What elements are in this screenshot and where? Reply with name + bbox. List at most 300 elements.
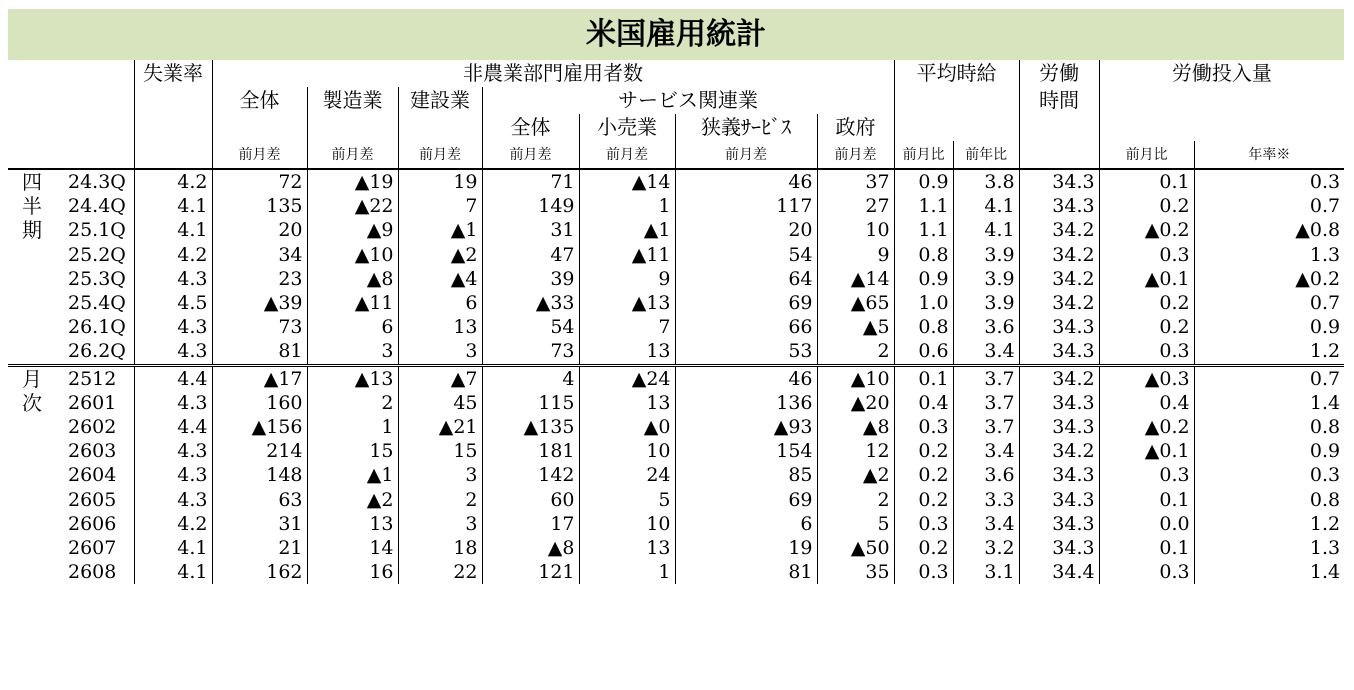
- value-cell: 69: [675, 291, 817, 315]
- group-label: 月: [22, 366, 42, 391]
- value-cell: 149: [482, 194, 579, 218]
- value-cell: 1.3: [1194, 243, 1344, 267]
- group-label: [8, 560, 56, 584]
- value-cell: 0.3: [1194, 463, 1344, 487]
- value-cell: 34.3: [1019, 487, 1099, 511]
- value-cell: 0.2: [1099, 315, 1194, 339]
- value-cell: 35: [817, 560, 894, 584]
- period-cell: 25.4Q: [68, 292, 126, 315]
- value-cell: ▲0.1: [1099, 267, 1194, 291]
- value-cell: ▲135: [482, 415, 579, 439]
- value-cell: 34.3: [1019, 315, 1099, 339]
- header-construction: 建設業: [398, 87, 482, 114]
- table-row: [8, 439, 1344, 463]
- value-cell: ▲0.3: [1099, 365, 1194, 391]
- value-cell: 45: [398, 391, 482, 415]
- value-cell: 21: [212, 536, 307, 560]
- value-cell: 3.8: [953, 169, 1019, 194]
- value-cell: 3.6: [953, 315, 1019, 339]
- value-cell: 53: [675, 339, 817, 365]
- group-label: [8, 415, 56, 439]
- value-cell: 4.1: [953, 218, 1019, 242]
- value-cell: 54: [482, 315, 579, 339]
- value-cell: 0.4: [894, 391, 953, 415]
- value-cell: 162: [212, 560, 307, 584]
- value-cell: 3.7: [953, 415, 1019, 439]
- value-cell: 64: [675, 267, 817, 291]
- value-cell: 34.3: [1019, 339, 1099, 365]
- value-cell: 3.9: [953, 243, 1019, 267]
- value-cell: 72: [212, 169, 307, 194]
- value-cell: 34.3: [1019, 169, 1099, 194]
- value-cell: 1.4: [1194, 391, 1344, 415]
- value-cell: 4.3: [134, 267, 212, 291]
- value-cell: 18: [398, 536, 482, 560]
- value-cell: ▲33: [482, 291, 579, 315]
- value-cell: 34.3: [1019, 194, 1099, 218]
- value-cell: 3.1: [953, 560, 1019, 584]
- value-cell: 31: [482, 218, 579, 242]
- value-cell: 4.3: [134, 315, 212, 339]
- value-cell: ▲0: [579, 415, 675, 439]
- value-cell: 115: [482, 391, 579, 415]
- value-cell: 54: [675, 243, 817, 267]
- value-cell: 13: [579, 536, 675, 560]
- value-cell: 34.2: [1019, 439, 1099, 463]
- period-cell: 25.1Q: [68, 219, 126, 242]
- table-row: [8, 339, 1344, 365]
- value-cell: 4.3: [134, 439, 212, 463]
- value-cell: 2: [398, 487, 482, 511]
- table-row: [8, 415, 1344, 439]
- period-cell: 26.2Q: [56, 339, 134, 365]
- value-cell: 3.7: [953, 391, 1019, 415]
- value-cell: 2: [307, 391, 398, 415]
- value-cell: 14: [307, 536, 398, 560]
- value-cell: 0.3: [894, 512, 953, 536]
- value-cell: 1.1: [894, 194, 953, 218]
- value-cell: ▲1: [579, 218, 675, 242]
- table-row: [8, 365, 1344, 391]
- period-cell: 25.2Q: [68, 243, 126, 266]
- value-cell: 24: [579, 463, 675, 487]
- value-cell: 0.0: [1099, 512, 1194, 536]
- value-cell: ▲0.1: [1099, 439, 1194, 463]
- value-cell: 5: [579, 487, 675, 511]
- value-cell: 66: [675, 315, 817, 339]
- value-cell: 4.1: [134, 536, 212, 560]
- table-row: [8, 487, 1344, 511]
- value-cell: 0.8: [1194, 487, 1344, 511]
- value-cell: 4.2: [134, 243, 212, 267]
- value-cell: 6: [398, 291, 482, 315]
- value-cell: 3.7: [953, 365, 1019, 391]
- unit-total: 前月差: [212, 141, 307, 169]
- value-cell: 4.2: [134, 169, 212, 194]
- period-cell: 2602: [68, 415, 117, 438]
- value-cell: 3.2: [953, 536, 1019, 560]
- header-nonfarm: 非農業部門雇用者数: [212, 60, 894, 87]
- table-row: [8, 512, 1344, 536]
- value-cell: 3: [307, 339, 398, 365]
- value-cell: ▲14: [579, 169, 675, 194]
- period-cell: 26.1Q: [68, 316, 126, 339]
- value-cell: ▲11: [579, 243, 675, 267]
- value-cell: 17: [482, 512, 579, 536]
- value-cell: ▲0.8: [1194, 218, 1344, 242]
- value-cell: 81: [212, 339, 307, 365]
- value-cell: 4.5: [134, 291, 212, 315]
- value-cell: 148: [212, 463, 307, 487]
- value-cell: 3.4: [953, 439, 1019, 463]
- group-label: [8, 291, 56, 315]
- header-retail: 小売業: [579, 114, 675, 141]
- value-cell: 73: [212, 315, 307, 339]
- group-label: 次: [22, 390, 42, 415]
- value-cell: ▲65: [817, 291, 894, 315]
- value-cell: 34.3: [1019, 463, 1099, 487]
- value-cell: 60: [482, 487, 579, 511]
- value-cell: 0.3: [1099, 243, 1194, 267]
- period-cell: 2603: [68, 440, 117, 463]
- value-cell: 19: [675, 536, 817, 560]
- value-cell: ▲9: [307, 218, 398, 242]
- header-hours-line1: 労働: [1019, 60, 1099, 87]
- table-row: [8, 463, 1344, 487]
- value-cell: 0.3: [1194, 169, 1344, 194]
- value-cell: 0.2: [1099, 291, 1194, 315]
- group-label: [8, 267, 56, 291]
- unit-labor-annual: 年率※: [1194, 141, 1344, 169]
- value-cell: 0.2: [894, 487, 953, 511]
- value-cell: 34.3: [1019, 536, 1099, 560]
- period-cell: 2606: [68, 512, 117, 535]
- value-cell: ▲13: [307, 365, 398, 391]
- value-cell: 7: [579, 315, 675, 339]
- value-cell: 15: [398, 439, 482, 463]
- value-cell: ▲13: [579, 291, 675, 315]
- value-cell: 1.2: [1194, 339, 1344, 365]
- value-cell: 20: [675, 218, 817, 242]
- group-label: [8, 487, 56, 511]
- table-row: [8, 267, 1344, 291]
- value-cell: 34.4: [1019, 560, 1099, 584]
- value-cell: ▲10: [817, 365, 894, 391]
- value-cell: ▲11: [307, 291, 398, 315]
- value-cell: 4.1: [134, 194, 212, 218]
- unit-wage-yoy: 前年比: [953, 141, 1019, 169]
- value-cell: 9: [579, 267, 675, 291]
- value-cell: ▲14: [817, 267, 894, 291]
- value-cell: 3: [398, 512, 482, 536]
- group-label: [8, 463, 56, 487]
- value-cell: ▲2: [398, 243, 482, 267]
- value-cell: 81: [675, 560, 817, 584]
- value-cell: 4.3: [134, 487, 212, 511]
- value-cell: 34.3: [1019, 512, 1099, 536]
- value-cell: 19: [398, 169, 482, 194]
- value-cell: 0.8: [894, 315, 953, 339]
- value-cell: ▲39: [212, 291, 307, 315]
- header-unemployment: 失業率: [134, 60, 212, 87]
- group-label: [8, 439, 56, 463]
- header-labor-input: 労働投入量: [1099, 60, 1344, 87]
- value-cell: 69: [675, 487, 817, 511]
- period-cell: 2608: [68, 561, 117, 584]
- header-services-total: 全体: [482, 114, 579, 141]
- value-cell: ▲1: [307, 463, 398, 487]
- group-label: [8, 536, 56, 560]
- value-cell: 0.9: [1194, 439, 1344, 463]
- table-title: 米国雇用統計: [8, 9, 1344, 60]
- value-cell: 0.8: [894, 243, 953, 267]
- value-cell: ▲21: [398, 415, 482, 439]
- value-cell: 4.3: [134, 339, 212, 365]
- header-manufacturing: 製造業: [307, 87, 398, 114]
- value-cell: 0.9: [894, 267, 953, 291]
- value-cell: 0.2: [894, 536, 953, 560]
- value-cell: 16: [307, 560, 398, 584]
- period-cell: 2605: [68, 488, 117, 511]
- group-label: [8, 315, 56, 339]
- value-cell: 3.9: [953, 291, 1019, 315]
- value-cell: 73: [482, 339, 579, 365]
- group-label: [8, 512, 56, 536]
- group-label: 期: [22, 218, 42, 243]
- value-cell: 6: [675, 512, 817, 536]
- value-cell: 10: [579, 512, 675, 536]
- group-label: 半: [22, 194, 42, 219]
- value-cell: 1.0: [894, 291, 953, 315]
- value-cell: 34.2: [1019, 365, 1099, 391]
- value-cell: 0.6: [894, 339, 953, 365]
- header-services: サービス関連業: [482, 87, 894, 114]
- value-cell: ▲4: [398, 267, 482, 291]
- table-row: [8, 391, 1344, 415]
- period-cell: 24.4Q: [68, 195, 126, 218]
- value-cell: 0.1: [1099, 536, 1194, 560]
- unit-labor-mom: 前月比: [1099, 141, 1194, 169]
- table-row: [8, 194, 1344, 218]
- value-cell: 6: [307, 315, 398, 339]
- value-cell: 22: [398, 560, 482, 584]
- value-cell: 39: [482, 267, 579, 291]
- value-cell: 2: [817, 339, 894, 365]
- value-cell: 3.6: [953, 463, 1019, 487]
- header-government: 政府: [817, 114, 894, 141]
- value-cell: 0.3: [1099, 339, 1194, 365]
- value-cell: ▲93: [675, 415, 817, 439]
- value-cell: 47: [482, 243, 579, 267]
- unit-services-total: 前月差: [482, 141, 579, 169]
- value-cell: 4.1: [134, 218, 212, 242]
- value-cell: 1.4: [1194, 560, 1344, 584]
- value-cell: ▲0.2: [1099, 415, 1194, 439]
- value-cell: 31: [212, 512, 307, 536]
- value-cell: 34.2: [1019, 291, 1099, 315]
- value-cell: ▲50: [817, 536, 894, 560]
- value-cell: ▲2: [817, 463, 894, 487]
- value-cell: ▲0.2: [1194, 267, 1344, 291]
- value-cell: ▲8: [307, 267, 398, 291]
- table-body: [8, 169, 1344, 584]
- value-cell: 160: [212, 391, 307, 415]
- value-cell: 15: [307, 439, 398, 463]
- value-cell: 34.3: [1019, 391, 1099, 415]
- value-cell: 85: [675, 463, 817, 487]
- group-label: [8, 243, 56, 267]
- value-cell: ▲0.2: [1099, 218, 1194, 242]
- value-cell: 0.3: [1099, 463, 1194, 487]
- value-cell: 4: [482, 365, 579, 391]
- value-cell: 3.9: [953, 267, 1019, 291]
- value-cell: 46: [675, 365, 817, 391]
- header-total: 全体: [212, 87, 307, 114]
- value-cell: 34.2: [1019, 267, 1099, 291]
- value-cell: 13: [579, 391, 675, 415]
- value-cell: ▲24: [579, 365, 675, 391]
- value-cell: 181: [482, 439, 579, 463]
- unit-retail: 前月差: [579, 141, 675, 169]
- value-cell: 2: [817, 487, 894, 511]
- value-cell: 117: [675, 194, 817, 218]
- table-row: [8, 536, 1344, 560]
- table-row: [8, 169, 1344, 194]
- value-cell: 121: [482, 560, 579, 584]
- period-cell: 2607: [68, 536, 117, 559]
- value-cell: ▲17: [212, 365, 307, 391]
- table-row: [8, 218, 1344, 242]
- value-cell: 135: [212, 194, 307, 218]
- table-row: [8, 243, 1344, 267]
- header-hourly-wage: 平均時給: [894, 60, 1019, 87]
- value-cell: 7: [398, 194, 482, 218]
- value-cell: 0.3: [894, 560, 953, 584]
- value-cell: 5: [817, 512, 894, 536]
- value-cell: 10: [817, 218, 894, 242]
- value-cell: 37: [817, 169, 894, 194]
- value-cell: 0.7: [1194, 291, 1344, 315]
- value-cell: 0.7: [1194, 194, 1344, 218]
- employment-table: [8, 60, 1344, 584]
- value-cell: 0.9: [894, 169, 953, 194]
- value-cell: ▲19: [307, 169, 398, 194]
- value-cell: ▲20: [817, 391, 894, 415]
- period-cell: 24.3Q: [68, 171, 126, 194]
- value-cell: ▲7: [398, 365, 482, 391]
- value-cell: ▲1: [398, 218, 482, 242]
- group-label: [8, 339, 56, 365]
- value-cell: 13: [579, 339, 675, 365]
- table-row: [8, 560, 1344, 584]
- value-cell: 0.3: [894, 415, 953, 439]
- value-cell: 1.3: [1194, 536, 1344, 560]
- value-cell: 4.1: [953, 194, 1019, 218]
- value-cell: 0.2: [1099, 194, 1194, 218]
- value-cell: 4.3: [134, 391, 212, 415]
- value-cell: 0.3: [1099, 560, 1194, 584]
- period-cell: 2512: [68, 367, 117, 390]
- table-row: [8, 315, 1344, 339]
- value-cell: 4.4: [134, 415, 212, 439]
- value-cell: 3.4: [953, 339, 1019, 365]
- value-cell: 63: [212, 487, 307, 511]
- value-cell: 214: [212, 439, 307, 463]
- value-cell: ▲2: [307, 487, 398, 511]
- value-cell: 34: [212, 243, 307, 267]
- period-cell: 25.3Q: [68, 267, 126, 290]
- value-cell: ▲8: [482, 536, 579, 560]
- unit-construction: 前月差: [398, 141, 482, 169]
- value-cell: 1.2: [1194, 512, 1344, 536]
- value-cell: 12: [817, 439, 894, 463]
- header-hours-line2: 時間: [1019, 87, 1099, 114]
- value-cell: 0.7: [1194, 365, 1344, 391]
- group-label: 四: [22, 170, 42, 195]
- value-cell: 1: [579, 560, 675, 584]
- value-cell: ▲22: [307, 194, 398, 218]
- value-cell: 0.8: [1194, 415, 1344, 439]
- value-cell: 4.3: [134, 463, 212, 487]
- value-cell: 0.1: [894, 365, 953, 391]
- unit-wage-mom: 前月比: [894, 141, 953, 169]
- value-cell: 3: [398, 463, 482, 487]
- value-cell: ▲5: [817, 315, 894, 339]
- value-cell: 3: [398, 339, 482, 365]
- value-cell: 3.3: [953, 487, 1019, 511]
- value-cell: 34.2: [1019, 218, 1099, 242]
- value-cell: 0.2: [894, 463, 953, 487]
- value-cell: 154: [675, 439, 817, 463]
- value-cell: 4.4: [134, 365, 212, 391]
- value-cell: 0.9: [1194, 315, 1344, 339]
- value-cell: 9: [817, 243, 894, 267]
- value-cell: 4.2: [134, 512, 212, 536]
- value-cell: 13: [398, 315, 482, 339]
- value-cell: 1: [307, 415, 398, 439]
- value-cell: ▲156: [212, 415, 307, 439]
- value-cell: 3.4: [953, 512, 1019, 536]
- value-cell: 136: [675, 391, 817, 415]
- value-cell: 13: [307, 512, 398, 536]
- value-cell: 71: [482, 169, 579, 194]
- value-cell: 4.1: [134, 560, 212, 584]
- value-cell: ▲8: [817, 415, 894, 439]
- table-header: [8, 60, 1344, 169]
- value-cell: 46: [675, 169, 817, 194]
- value-cell: 34.3: [1019, 415, 1099, 439]
- period-cell: 2604: [68, 464, 117, 487]
- value-cell: 23: [212, 267, 307, 291]
- header-narrow-services: 狭義ｻｰﾋﾞｽ: [675, 114, 817, 141]
- value-cell: 1.1: [894, 218, 953, 242]
- value-cell: 0.1: [1099, 487, 1194, 511]
- unit-government: 前月差: [817, 141, 894, 169]
- value-cell: 10: [579, 439, 675, 463]
- value-cell: ▲10: [307, 243, 398, 267]
- period-cell: 2601: [68, 391, 117, 414]
- value-cell: 27: [817, 194, 894, 218]
- table-row: [8, 291, 1344, 315]
- value-cell: 20: [212, 218, 307, 242]
- value-cell: 0.4: [1099, 391, 1194, 415]
- value-cell: 1: [579, 194, 675, 218]
- value-cell: 142: [482, 463, 579, 487]
- value-cell: 34.2: [1019, 243, 1099, 267]
- unit-narrow-services: 前月差: [675, 141, 817, 169]
- unit-manufacturing: 前月差: [307, 141, 398, 169]
- value-cell: 0.1: [1099, 169, 1194, 194]
